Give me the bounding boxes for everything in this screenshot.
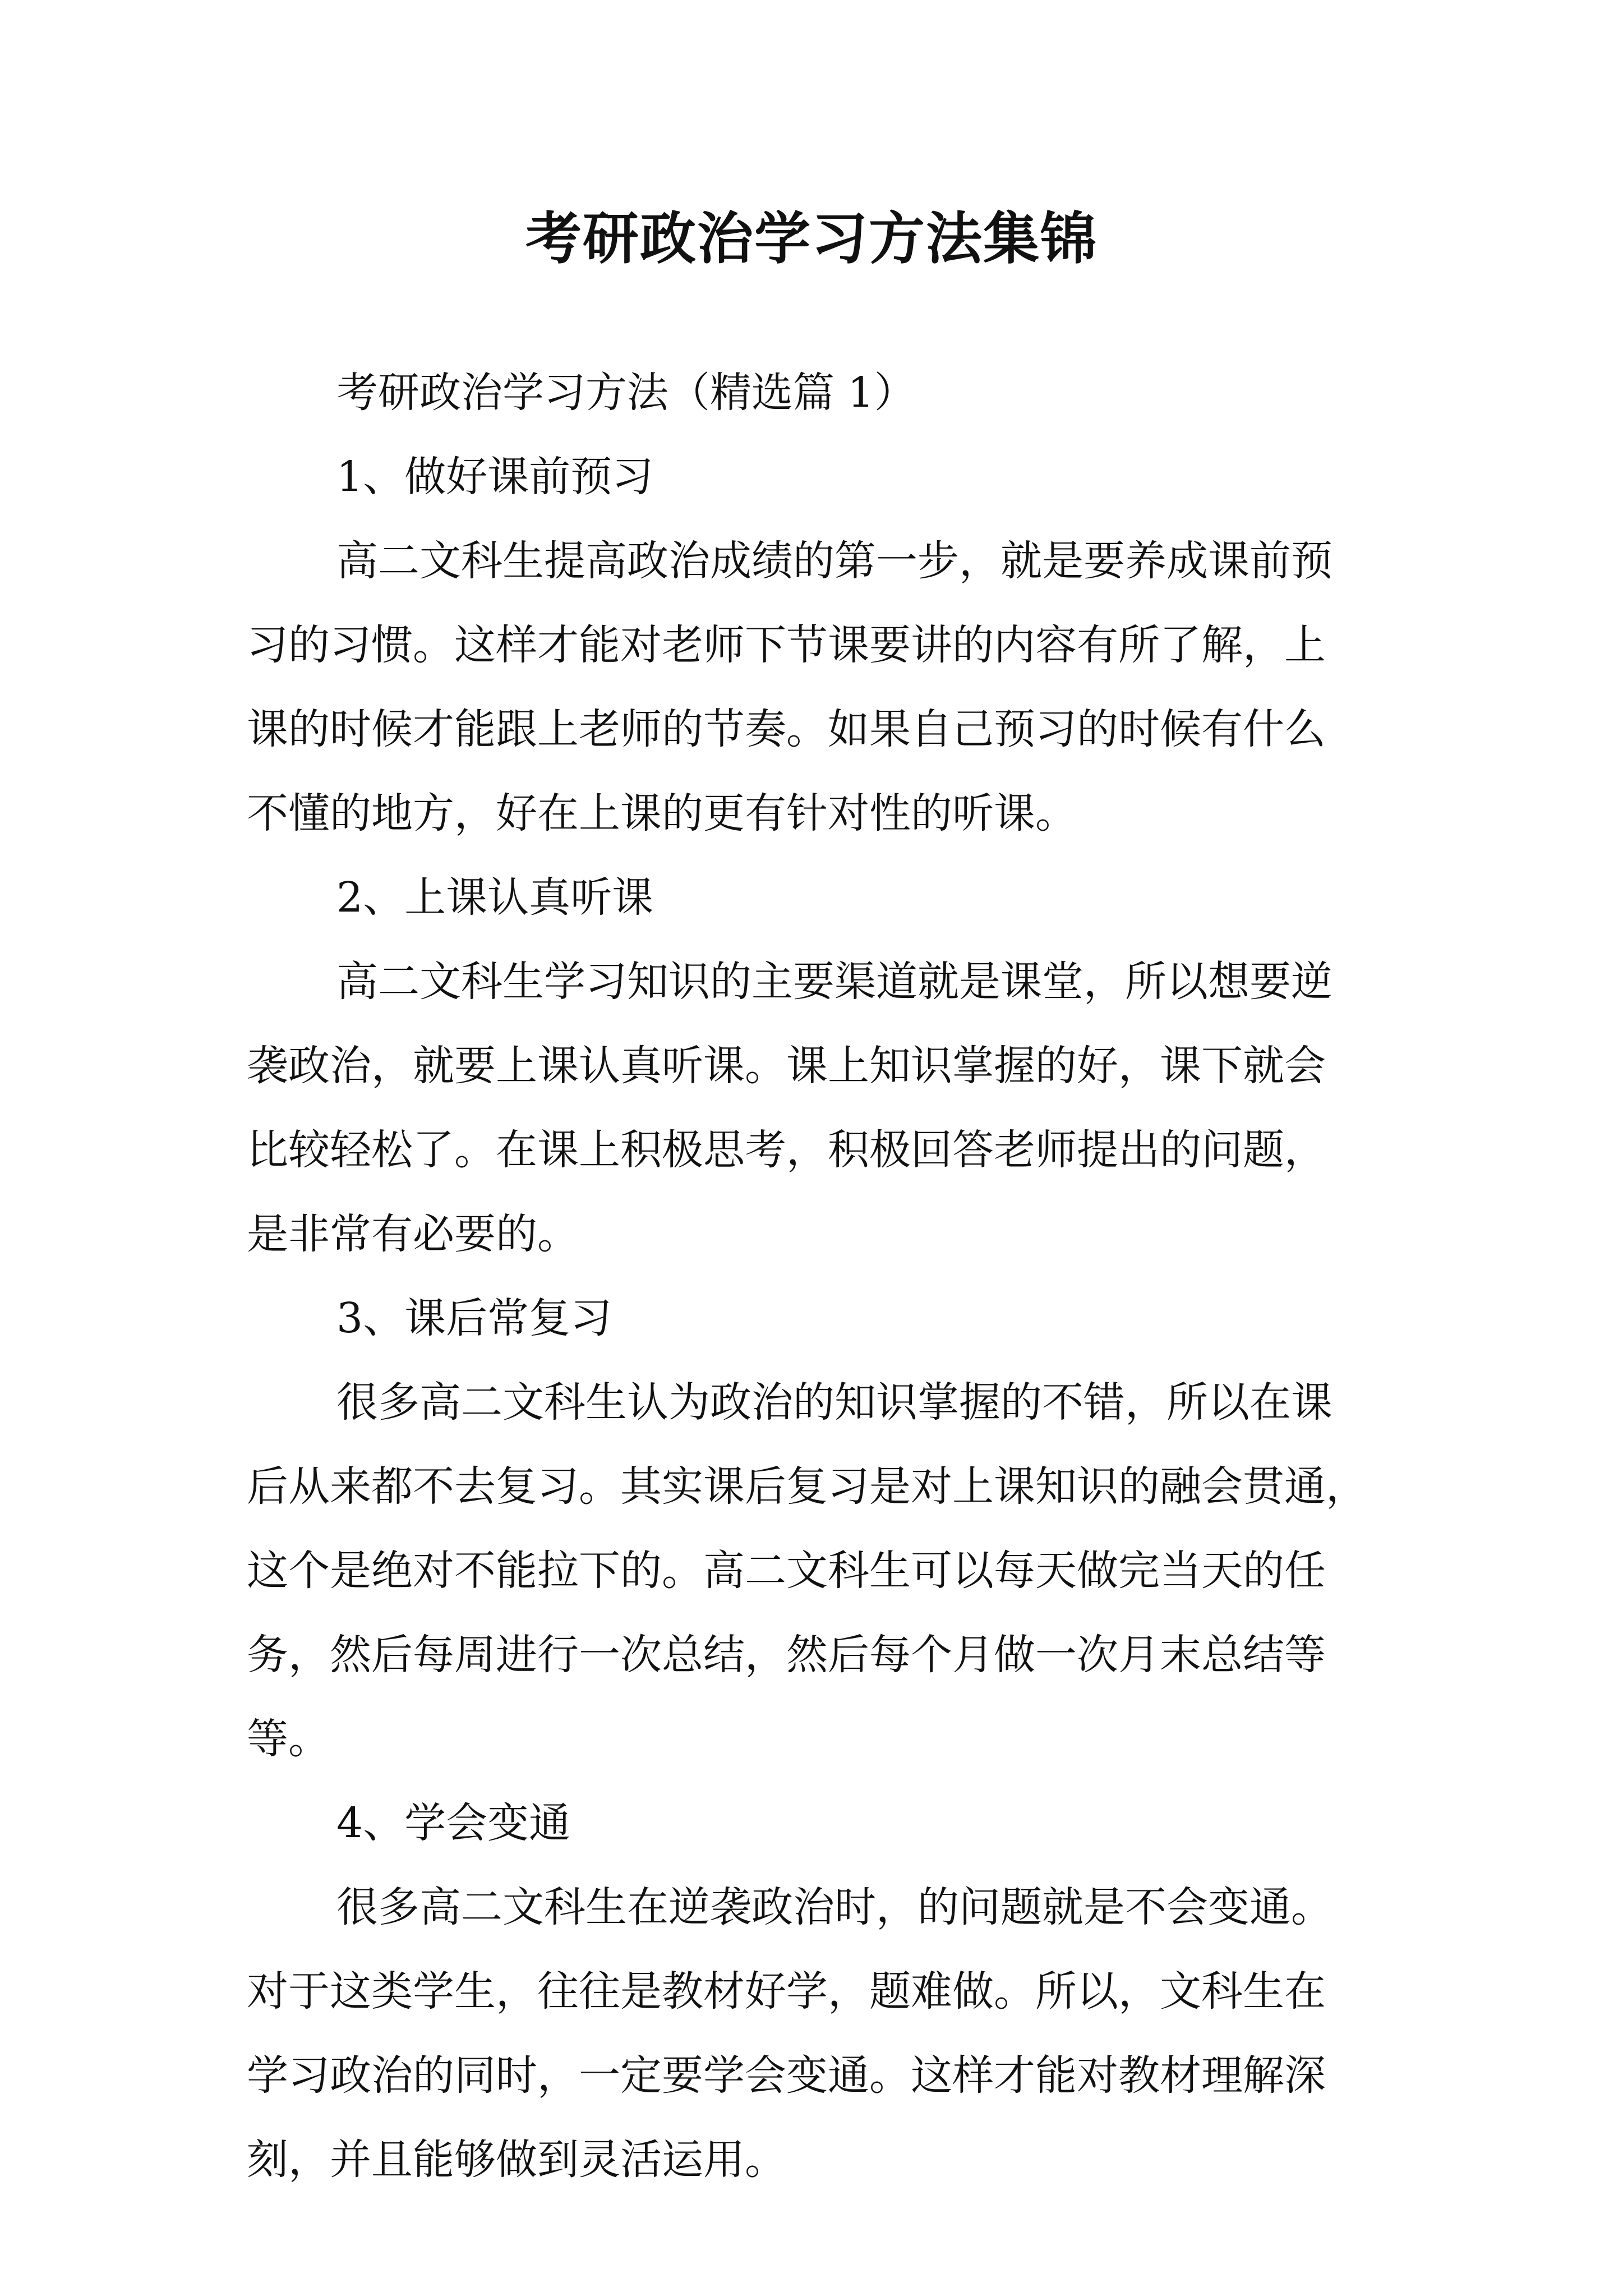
paragraph-3-line-4: 务，然后每周进行一次总结，然后每个月做一次月末总结等 — [247, 1631, 1326, 1679]
paragraph-1-line-4: 不懂的地方，好在上课的更有针对性的听课。 — [247, 789, 1077, 838]
paragraph-4-line-3: 学习政治的同时，一定要学会变通。这样才能对教材理解深 — [247, 2051, 1326, 2100]
paragraph-3-line-3: 这个是绝对不能拉下的。高二文科生可以每天做完当天的任 — [247, 1547, 1326, 1595]
paragraph-4-line-4: 刻，并且能够做到灵活运用。 — [247, 2136, 786, 2184]
subheading-4: 4、学会变通 — [336, 1799, 571, 1847]
paragraph-4-line-1: 很多高二文科生在逆袭政治时，的问题就是不会变通。 — [336, 1883, 1332, 1931]
paragraph-3-line-2: 后从来都不去复习。其实课后复习是对上课知识的融会贯通， — [247, 1462, 1367, 1511]
paragraph-1-line-3: 课的时候才能跟上老师的节奏。如果自己预习的时候有什么 — [247, 705, 1326, 753]
subheading-1: 1、做好课前预习 — [336, 453, 654, 501]
paragraph-1-line-1: 高二文科生提高政治成绩的第一步，就是要养成课前预 — [336, 537, 1332, 585]
paragraph-2-line-3: 比较轻松了。在课上积极思考，积极回答老师提出的问题， — [247, 1126, 1326, 1174]
subheading-2: 2、上课认真听课 — [336, 873, 654, 922]
document-title: 考研政治学习方法集锦 — [525, 205, 1098, 272]
subheading-3: 3、课后常复习 — [336, 1294, 612, 1342]
section-heading: 考研政治学习方法（精选篇 1） — [336, 369, 916, 417]
paragraph-2-line-2: 袭政治，就要上课认真听课。课上知识掌握的好，课下就会 — [247, 1042, 1326, 1090]
paragraph-2-line-4: 是非常有必要的。 — [247, 1210, 579, 1258]
paragraph-1-line-2: 习的习惯。这样才能对老师下节课要讲的内容有所了解，上 — [247, 621, 1326, 669]
paragraph-4-line-2: 对于这类学生，往往是教材好学，题难做。所以，文科生在 — [247, 1967, 1326, 2016]
paragraph-3-line-1: 很多高二文科生认为政治的知识掌握的不错，所以在课 — [336, 1378, 1332, 1427]
paragraph-2-line-1: 高二文科生学习知识的主要渠道就是课堂，所以想要逆 — [336, 958, 1332, 1006]
paragraph-3-line-5: 等。 — [247, 1715, 330, 1763]
